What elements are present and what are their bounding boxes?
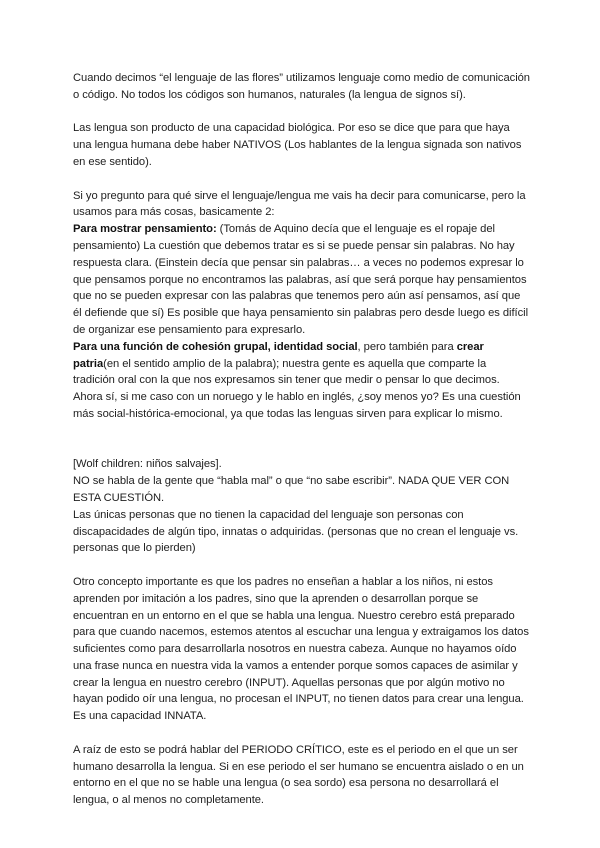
habla-mal-line: NO se habla de la gente que “habla mal” o que “no sabe escribir”. NADA QUE VER CON ESTA CUESTIÓN.	[73, 475, 510, 504]
paragraph-para-que-sirve: Si yo pregunto para qué sirve el lenguaje/lengua me vais ha decir para comunicarse, pero la usamos para más cosas, basicamente 2:	[73, 189, 526, 219]
paragraph-pensamiento	[73, 221, 530, 339]
paragraph-cohesion	[73, 339, 530, 423]
wolf-children-line: [Wolf children: niños salvajes].	[73, 458, 222, 471]
unicas-personas-line: Las únicas personas que no tienen la capacidad del lenguaje son personas con discapacidades de algún tipo, innatas o adquiridas. (personas que no crean el lenguaje vs. personas que lo pierden)	[73, 508, 519, 555]
spacer	[73, 557, 530, 574]
paragraph-input: Otro concepto importante es que los padres no enseñan a hablar a los niños, ni estos aprenden por imitación a los padres, sino que la aprenden o desarrollan porque se encuentran en un entorno en el que se habla una lengua. Nuestro cerebro está preparado para que cuando nacemos, estemos atentos al escuchar una lengua y extraigamos los datos suficientes como para desarrollarla nosotros en nuestra cabeza. Aunque no hayamos oído una frase nunca en nuestra vida la vamos a entender porque somos capaces de asimilar y crear la lengua en nuestro cerebro (INPUT). Aquellas personas que por algún motivo no hayan podido oír una lengua, no procesan el INPUT, no tienen datos para crear una lengua. Es una capacidad INNATA.	[73, 575, 529, 723]
spacer	[73, 725, 530, 742]
spacer	[73, 423, 530, 457]
paragraph-nativos: Las lengua son producto de una capacidad biológica. Por eso se dice que para que haya una lengua humana debe haber NATIVOS (Los hablantes de la lengua signada son nativos en ese sentido).	[73, 122, 522, 168]
paragraph-flores: Cuando decimos “el lenguaje de las flores” utilizamos lenguaje como medio de comunicación o código. No todos los códigos son humanos, naturales (la lengua de signos sí).	[73, 72, 530, 101]
spacer	[73, 171, 530, 188]
paragraph-periodo-critico: A raíz de esto se podrá hablar del PERIODO CRÍTICO, este es el periodo en el que un ser humano desarrolla la lengua. Si en ese periodo el ser humano se encuentra aislado o en un entorno en el que no se hable una lengua (o sea sordo) esa persona no desarrollará el lengua, o al menos no completamente.	[73, 743, 524, 807]
heading-cohesion: Para una función de cohesión grupal, identidad social	[73, 340, 358, 353]
pensamiento-text: (Tomás de Aquino decía que el lenguaje es el ropaje del pensamiento) La cuestión que debemos tratar es si se puede pensar sin palabras. No hay respuesta clara. (Einstein decía que pensar sin palabras… a veces no podemos expresar lo que pensamos porque no encontramos las palabras, así que será porque hay pensamientos que no se pueden expresar con las palabras que tenemos pero aún así pensamos, así que él defiende que sí) Es posible que haya pensamiento sin palabras pero desde luego es difícil de organizar ese pensamiento para expresarlo.	[73, 223, 529, 336]
heading-pensamiento: Para mostrar pensamiento:	[73, 223, 217, 236]
cohesion-text-2: (en el sentido amplio de la palabra); nuestra gente es aquella que comparte la tradición oral con la que nos expresamos sin tener que medir o pensar lo que decimos. Ahora sí, si me caso con un noruego y le hablo en inglés, ¿soy menos yo? Es una cuestión más social-histórica-emocional, ya que todas las lenguas sirven para explicar lo mismo.	[73, 357, 521, 420]
spacer	[73, 104, 530, 121]
cohesion-text-1: , pero también para	[357, 340, 457, 353]
heading-crear-patria: crear patria	[73, 340, 484, 370]
